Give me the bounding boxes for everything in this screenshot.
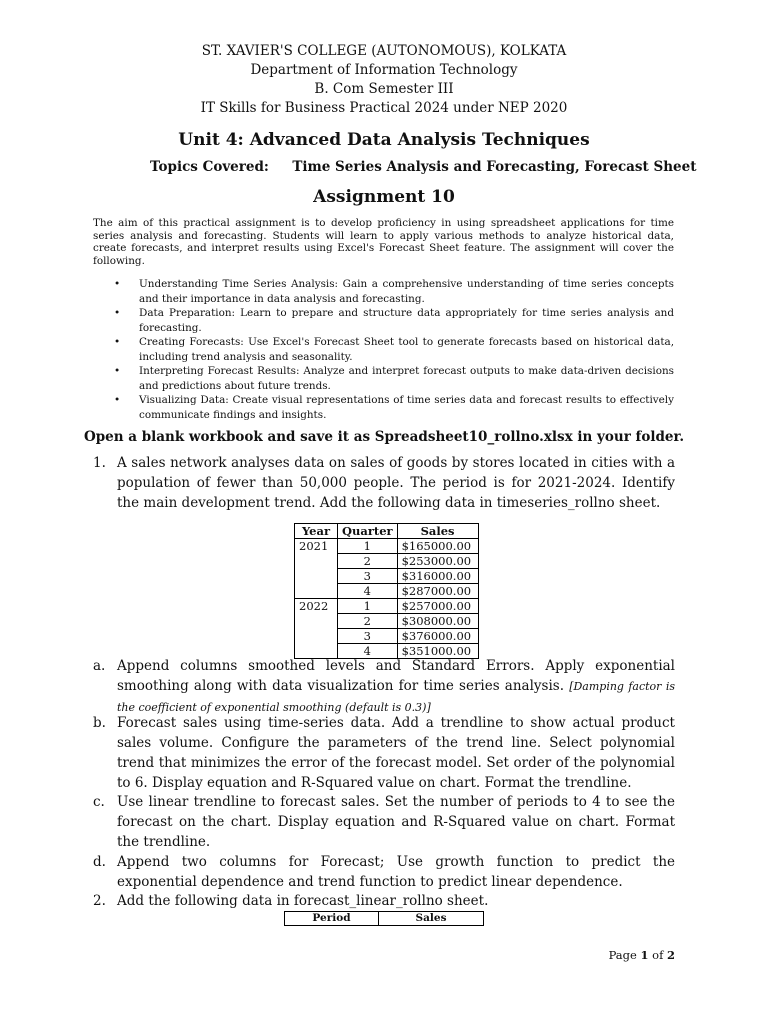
quarter-cell: 2 bbox=[338, 554, 398, 569]
bullet-icon: • bbox=[114, 336, 121, 348]
sales-cell: $257000.00 bbox=[397, 599, 478, 614]
topics-line bbox=[150, 159, 696, 175]
subquestion-text: Append two columns for Forecast; Use growth function to predict the exponential dependence and trend function to predict linear dependence. bbox=[117, 854, 675, 890]
list-item: • Visualizing Data: Create visual representations of time series data and forecast results to effectively communicate findings and insights. bbox=[114, 394, 674, 421]
quarter-cell: 4 bbox=[338, 644, 398, 659]
question-text: Add the following data in forecast_linear_rollno sheet. bbox=[117, 893, 489, 909]
sales-cell: $376000.00 bbox=[397, 629, 478, 644]
college-name: ST. XAVIER'S COLLEGE (AUTONOMOUS), KOLKATA bbox=[201, 43, 567, 59]
forecast-table bbox=[284, 911, 484, 926]
topics-label: Topics Covered: bbox=[150, 159, 269, 175]
question-number: 2. bbox=[93, 893, 106, 909]
intro-paragraph: The aim of this practical assignment is to develop proficiency in using spreadsheet applications for time series analysis and forecasting. Students will learn to apply various methods to analyze historical data, create forecasts, and interpret results using Excel's Forecast Sheet feature. The assignment will cover the following. bbox=[93, 217, 674, 268]
page-number: 1 bbox=[640, 948, 649, 962]
question-2 bbox=[93, 891, 675, 911]
bullet-icon: • bbox=[114, 394, 121, 406]
subquestion-text: Use linear trendline to forecast sales. Set the number of periods to 4 to see the forecast on the chart. Display equation and R-Squared value on chart. Format the trendline. bbox=[117, 794, 675, 850]
subquestion-label: c. bbox=[93, 794, 105, 810]
sales-cell: $253000.00 bbox=[397, 554, 478, 569]
column-header-sales: Sales bbox=[397, 524, 478, 539]
column-header-year: Year bbox=[295, 524, 338, 539]
assignment-title: Assignment 10 bbox=[313, 187, 455, 207]
subquestion-label: d. bbox=[93, 854, 106, 870]
table-row bbox=[295, 599, 479, 614]
page-total: 2 bbox=[666, 948, 675, 962]
quarter-cell: 1 bbox=[338, 599, 398, 614]
list-item: • Interpreting Forecast Results: Analyze and interpret forecast outputs to make data-driven decisions and predictions about future trends. bbox=[114, 365, 674, 392]
subquestion-d bbox=[93, 852, 675, 892]
table-row bbox=[295, 539, 479, 554]
column-header-period: Period bbox=[285, 912, 379, 926]
list-item: • Creating Forecasts: Use Excel's Forecast Sheet tool to generate forecasts based on historical data, including trend analysis and seasonality. bbox=[114, 336, 674, 363]
topics-text: Time Series Analysis and Forecasting, Forecast Sheet bbox=[292, 159, 697, 175]
sales-cell: $351000.00 bbox=[397, 644, 478, 659]
sales-cell: $165000.00 bbox=[397, 539, 478, 554]
page-footer: Page 1 of 2 bbox=[608, 948, 675, 962]
subquestion-text: Forecast sales using time-series data. Add a trendline to show actual product sales volume. Configure the parameters of the trend line. Select polynomial trend that minimizes the error of the forecast model. Set order of the polynomial to 6. Display equation and R-Squared value on chart. Format the trendline. bbox=[117, 715, 675, 791]
list-item: • Understanding Time Series Analysis: Gain a comprehensive understanding of time series concepts and their importance in data analysis and forecasting. bbox=[114, 278, 674, 305]
question-1 bbox=[93, 453, 675, 513]
subquestion-a bbox=[93, 656, 675, 718]
course-line: IT Skills for Business Practical 2024 under NEP 2020 bbox=[200, 100, 568, 116]
list-item: • Data Preparation: Learn to prepare and structure data appropriately for time series analysis and forecasting. bbox=[114, 307, 674, 334]
workbook-instruction: Open a blank workbook and save it as Spreadsheet10_rollno.xlsx in your folder. bbox=[83, 429, 685, 445]
subquestion-text: Append columns smoothed levels and Standard Errors. Apply exponential smoothing along with data visualization for time series analysis. bbox=[117, 658, 675, 694]
damping-note: [Damping factor is the coefficient of exponential smoothing (default is 0.3)] bbox=[117, 680, 675, 714]
subquestion-c bbox=[93, 792, 675, 852]
quarter-cell: 3 bbox=[338, 569, 398, 584]
year-cell: 2021 bbox=[295, 539, 338, 599]
quarter-cell: 2 bbox=[338, 614, 398, 629]
table-header-row bbox=[295, 524, 479, 539]
question-text: A sales network analyses data on sales of goods by stores located in cities with a population of fewer than 50,000 people. The period is for 2021-2024. Identify the main development trend. Add the following data in timeseries_rollno sheet. bbox=[117, 455, 675, 511]
subquestion-label: b. bbox=[93, 715, 106, 731]
objectives-list bbox=[93, 277, 674, 422]
sales-cell: $308000.00 bbox=[397, 614, 478, 629]
quarter-cell: 3 bbox=[338, 629, 398, 644]
bullet-icon: • bbox=[114, 278, 121, 290]
table-header-row bbox=[285, 912, 484, 926]
column-header-sales: Sales bbox=[379, 912, 484, 926]
question-number: 1. bbox=[93, 455, 106, 471]
sales-cell: $316000.00 bbox=[397, 569, 478, 584]
quarter-cell: 4 bbox=[338, 584, 398, 599]
sales-table bbox=[294, 523, 479, 659]
subquestion-b bbox=[93, 713, 675, 793]
year-cell: 2022 bbox=[295, 599, 338, 659]
sales-cell: $287000.00 bbox=[397, 584, 478, 599]
bullet-icon: • bbox=[114, 307, 121, 319]
column-header-quarter: Quarter bbox=[338, 524, 398, 539]
semester-line: B. Com Semester III bbox=[314, 81, 454, 97]
quarter-cell: 1 bbox=[338, 539, 398, 554]
bullet-icon: • bbox=[114, 365, 121, 377]
unit-title: Unit 4: Advanced Data Analysis Techniques bbox=[178, 130, 590, 150]
department-name: Department of Information Technology bbox=[250, 62, 518, 78]
subquestion-label: a. bbox=[93, 658, 106, 674]
